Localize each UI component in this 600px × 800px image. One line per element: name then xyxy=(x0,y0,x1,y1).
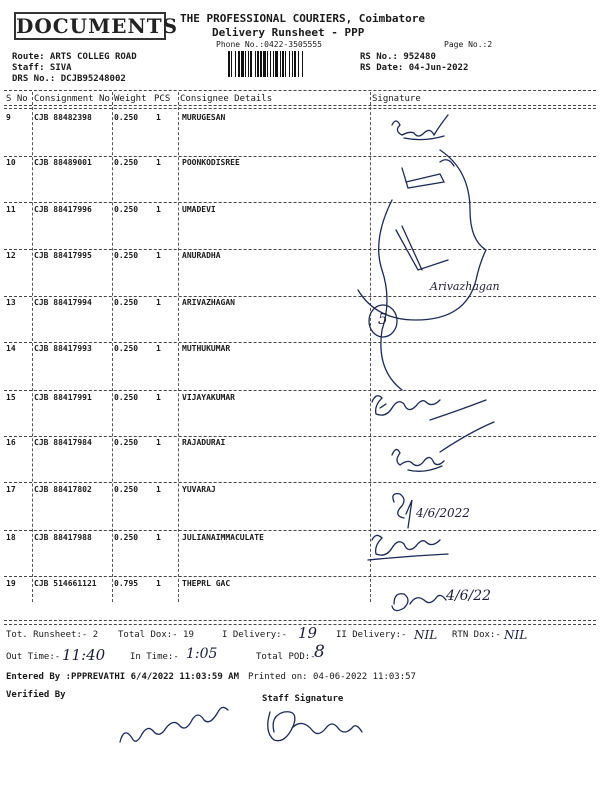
cell-weight: 0.250 xyxy=(114,158,139,167)
cell-weight: 0.250 xyxy=(114,113,139,122)
cell-weight: 0.250 xyxy=(114,438,139,447)
cell-sno: 15 xyxy=(6,393,16,402)
total-dox: Total Dox:- 19 xyxy=(118,630,194,640)
cell-consignee: RAJADURAI xyxy=(182,438,226,447)
col-consignment: Consignment No xyxy=(34,94,110,104)
cell-consignment: CJB 88417984 xyxy=(34,438,92,447)
cell-consignee: YUVARAJ xyxy=(182,485,216,494)
rs-number: RS No.: 952480 xyxy=(360,52,436,62)
route: Route: ARTS COLLEG ROAD xyxy=(12,52,137,62)
cell-consignee: VIJAYAKUMAR xyxy=(182,393,235,402)
cell-weight: 0.795 xyxy=(114,579,139,588)
cell-pcs: 1 xyxy=(156,251,161,260)
cell-consignment: CJB 88417802 xyxy=(34,485,92,494)
signature-row-19 xyxy=(392,594,446,611)
cell-consignee: THEPRL GAC xyxy=(182,579,231,588)
staff-signature-mark xyxy=(268,712,362,741)
col-sno: S No xyxy=(6,94,28,104)
cell-pcs: 1 xyxy=(156,579,161,588)
cell-consignee: POONKODISREE xyxy=(182,158,240,167)
cell-sno: 10 xyxy=(6,158,16,167)
page-number: Page No.:2 xyxy=(444,40,493,49)
cell-sno: 12 xyxy=(6,251,16,260)
documents-stamp: DOCUMENTS xyxy=(16,14,179,38)
cell-consignee: JULIANAIMMACULATE xyxy=(182,533,264,542)
rtn-dox-label: RTN Dox:- xyxy=(452,630,501,640)
entered-by: Entered By :PPPREVATHI 6/4/2022 11:03:59 AM xyxy=(6,672,239,682)
phone-number: Phone No.:0422-3505555 xyxy=(216,40,322,49)
signature-row-17 xyxy=(393,494,412,528)
col-weight: Weight xyxy=(114,94,147,104)
signature-row-16 xyxy=(392,422,494,471)
company-name: THE PROFESSIONAL COURIERS, Coimbatore xyxy=(180,12,426,25)
cell-weight: 0.250 xyxy=(114,298,139,307)
rs-date: RS Date: 04-Jun-2022 xyxy=(360,63,469,73)
cell-weight: 0.250 xyxy=(114,533,139,542)
cell-sno: 11 xyxy=(6,205,16,214)
staff-name: Staff: SIVA xyxy=(12,63,72,73)
cell-pcs: 1 xyxy=(156,485,161,494)
col-pcs: PCS xyxy=(154,94,171,104)
cell-consignment: CJB 88417996 xyxy=(34,205,92,214)
col-consignee: Consignee Details xyxy=(180,94,273,104)
cell-pcs: 1 xyxy=(156,344,161,353)
runsheet-title: Delivery Runsheet - PPP xyxy=(212,26,365,39)
cell-consignee: ARIVAZHAGAN xyxy=(182,298,235,307)
signature-row-18 xyxy=(368,535,448,560)
cell-pcs: 1 xyxy=(156,438,161,447)
signature-row-15 xyxy=(372,396,486,420)
cell-consignment: CJB 88482398 xyxy=(34,113,92,122)
in-time-value: 1:05 xyxy=(186,646,218,662)
cell-consignment: CJB 514661121 xyxy=(34,579,97,588)
cell-consignee: MURUGESAN xyxy=(182,113,226,122)
handwritten-date-row-17: 4/6/2022 xyxy=(416,506,470,520)
cell-consignment: CJB 88489001 xyxy=(34,158,92,167)
total-pod-value: 8 xyxy=(314,642,325,662)
cell-pcs: 1 xyxy=(156,113,161,122)
cell-sno: 14 xyxy=(6,344,16,353)
cell-weight: 0.250 xyxy=(114,205,139,214)
cell-sno: 19 xyxy=(6,579,16,588)
signature-row-10 xyxy=(402,160,454,188)
drs-number: DRS No.: DCJB95248002 xyxy=(12,74,126,84)
printed-on: Printed on: 04-06-2022 11:03:57 xyxy=(248,672,416,682)
tot-runsheet: Tot. Runsheet:- 2 xyxy=(6,630,99,640)
cell-sno: 13 xyxy=(6,298,16,307)
cell-sno: 16 xyxy=(6,438,16,447)
ii-delivery-label: II Delivery:- xyxy=(336,630,407,640)
cell-consignment: CJB 88417988 xyxy=(34,533,92,542)
cell-sno: 17 xyxy=(6,485,16,494)
i-delivery-label: I Delivery:- xyxy=(222,630,288,640)
cell-weight: 0.250 xyxy=(114,344,139,353)
handwritten-arivazhagan: Arivazhagan xyxy=(430,280,500,293)
cell-pcs: 1 xyxy=(156,205,161,214)
handwritten-date-row-19: 4/6/22 xyxy=(446,588,492,604)
cell-pcs: 1 xyxy=(156,158,161,167)
out-time-value: 11:40 xyxy=(62,646,106,664)
cell-consignee: ANURADHA xyxy=(182,251,221,260)
handwritten-circled-number: 5 xyxy=(378,310,388,328)
cell-consignment: CJB 88417994 xyxy=(34,298,92,307)
cell-pcs: 1 xyxy=(156,298,161,307)
cell-consignment: CJB 88417995 xyxy=(34,251,92,260)
verified-by-signature xyxy=(120,707,228,742)
cell-consignment: CJB 88417991 xyxy=(34,393,92,402)
cell-sno: 18 xyxy=(6,533,16,542)
verified-by: Verified By xyxy=(6,690,66,700)
signature-row-9 xyxy=(392,115,448,140)
cell-weight: 0.250 xyxy=(114,251,139,260)
cell-pcs: 1 xyxy=(156,393,161,402)
cell-weight: 0.250 xyxy=(114,485,139,494)
in-time-label: In Time:- xyxy=(130,652,179,662)
cell-consignment: CJB 88417993 xyxy=(34,344,92,353)
staff-signature-label: Staff Signature xyxy=(262,694,344,704)
cell-weight: 0.250 xyxy=(114,393,139,402)
ii-delivery-value: NIL xyxy=(414,628,438,642)
cell-pcs: 1 xyxy=(156,533,161,542)
cell-sno: 9 xyxy=(6,113,11,122)
cell-consignee: MUTHUKUMAR xyxy=(182,344,231,353)
col-signature: Signature xyxy=(372,94,421,104)
total-pod-label: Total POD:- xyxy=(256,652,316,662)
rtn-dox-value: NIL xyxy=(504,628,528,642)
out-time-label: Out Time:- xyxy=(6,652,61,662)
cell-consignee: UMADEVI xyxy=(182,205,216,214)
i-delivery-value: 19 xyxy=(298,624,318,642)
